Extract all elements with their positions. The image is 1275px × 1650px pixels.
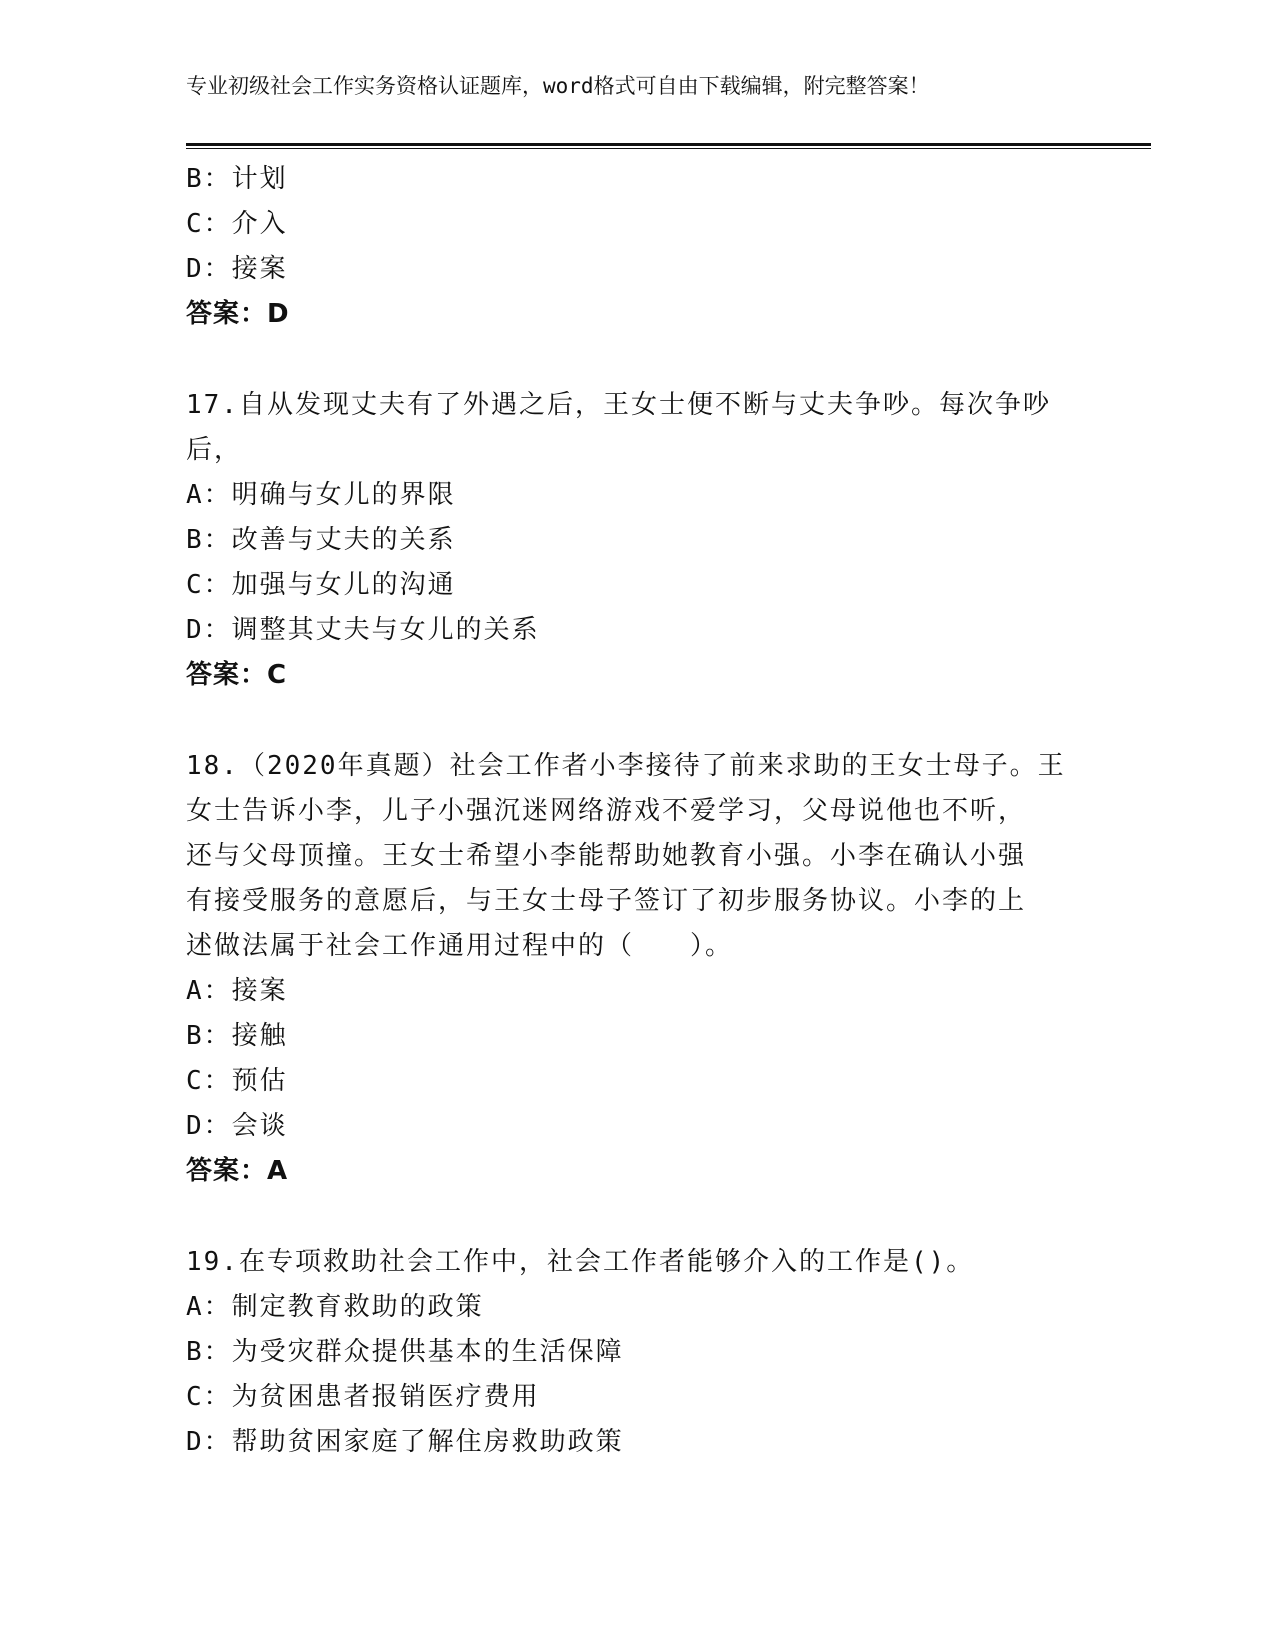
option-d: D：接案: [186, 254, 288, 284]
question-text-line: 有接受服务的意愿后，与王女士母子签订了初步服务协议。小李的上: [186, 886, 1027, 916]
option-c: C：介入: [186, 209, 288, 239]
option-b: B：计划: [186, 164, 288, 194]
question-text-line: 后，: [186, 435, 243, 465]
question-text-line: 18.（2020年真题）社会工作者小李接待了前来求助的王女士母子。王: [186, 751, 1066, 781]
option-a: A：明确与女儿的界限: [186, 480, 456, 510]
question-18: [186, 744, 1106, 1194]
option-b: B：为受灾群众提供基本的生活保障: [186, 1337, 624, 1367]
carryover-block: [186, 157, 1106, 337]
option-c: C：预估: [186, 1066, 288, 1096]
answer-line: 答案：C: [186, 660, 288, 690]
question-19: [186, 1240, 1106, 1465]
option-d: D：帮助贫困家庭了解住房救助政策: [186, 1427, 624, 1457]
question-text-line: 女士告诉小李，儿子小强沉迷网络游戏不爱学习，父母说他也不听，: [186, 796, 1027, 826]
option-d: D：调整其丈夫与女儿的关系: [186, 615, 540, 645]
question-17: [186, 383, 1106, 698]
option-b: B：接触: [186, 1021, 288, 1051]
option-a: A：制定教育救助的政策: [186, 1292, 484, 1322]
option-c: C：为贫困患者报销医疗费用: [186, 1382, 540, 1412]
header-rule-secondary: [186, 148, 1151, 149]
option-b: B：改善与丈夫的关系: [186, 525, 456, 555]
answer-line: 答案：D: [186, 299, 290, 329]
option-d: D：会谈: [186, 1111, 288, 1141]
answer-line: 答案：A: [186, 1156, 289, 1186]
question-text-line: 19.在专项救助社会工作中，社会工作者能够介入的工作是()。: [186, 1247, 975, 1277]
question-text-line: 17.自从发现丈夫有了外遇之后，王女士便不断与丈夫争吵。每次争吵: [186, 390, 1051, 420]
question-text-line: 还与父母顶撞。王女士希望小李能帮助她教育小强。小李在确认小强: [186, 841, 1027, 871]
page-header: 专业初级社会工作实务资格认证题库，word格式可自由下载编辑，附完整答案！: [186, 74, 930, 98]
option-a: A：接案: [186, 976, 288, 1006]
header-rule: [186, 143, 1151, 146]
question-text-line: 述做法属于社会工作通用过程中的（ ）。: [186, 931, 734, 961]
option-c: C：加强与女儿的沟通: [186, 570, 456, 600]
document-content: [186, 157, 1106, 1465]
